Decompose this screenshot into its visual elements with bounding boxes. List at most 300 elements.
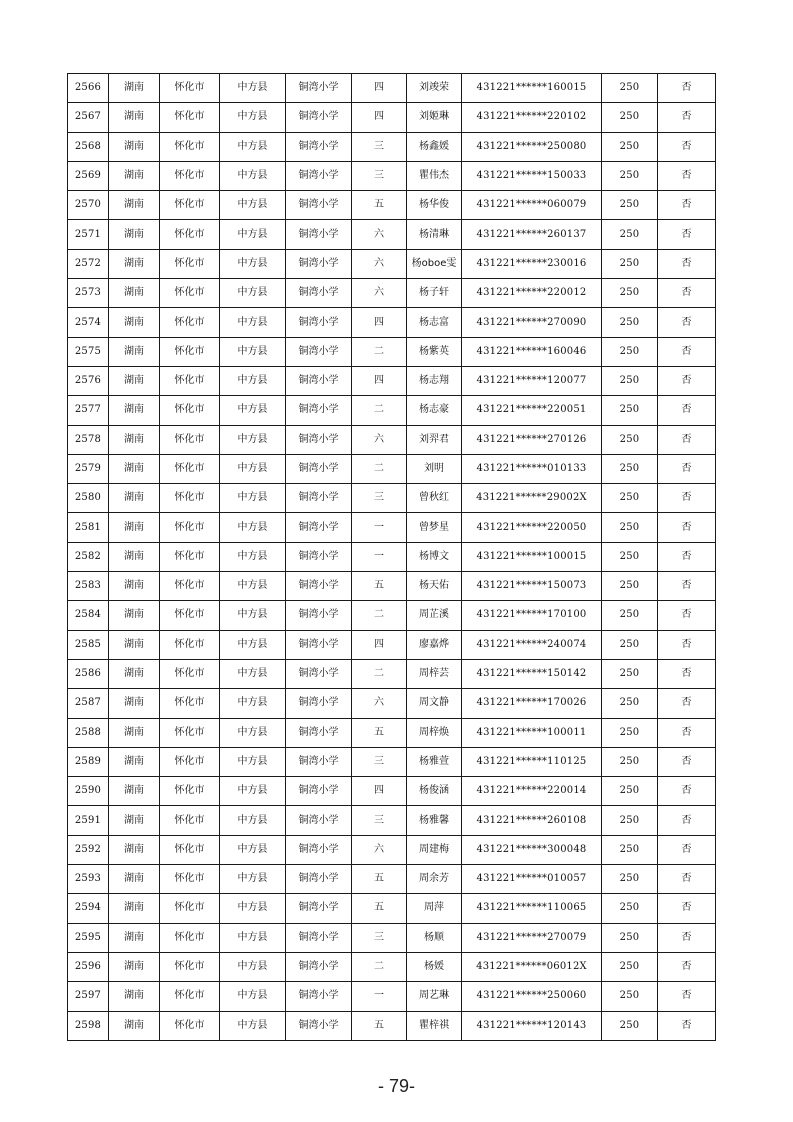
flag-cell: 否 — [658, 191, 716, 220]
city-cell: 怀化市 — [160, 220, 220, 249]
student-name-cell: 杨鑫媛 — [407, 132, 462, 161]
id-number-cell: 431221******250060 — [462, 982, 602, 1011]
student-name-cell: 瞿伟杰 — [407, 161, 462, 190]
amount-cell: 250 — [602, 337, 658, 366]
grade-cell: 三 — [352, 747, 407, 776]
student-name-cell: 杨雅馨 — [407, 806, 462, 835]
id-number-cell: 431221******220012 — [462, 279, 602, 308]
province-cell: 湖南 — [109, 454, 160, 483]
grade-cell: 三 — [352, 923, 407, 952]
grade-cell: 六 — [352, 249, 407, 278]
id-number-cell: 431221******100011 — [462, 718, 602, 747]
amount-cell: 250 — [602, 366, 658, 395]
flag-cell: 否 — [658, 865, 716, 894]
student-name-cell: 周萍 — [407, 894, 462, 923]
school-cell: 铜湾小学 — [286, 279, 352, 308]
province-cell: 湖南 — [109, 337, 160, 366]
table-row — [68, 865, 716, 894]
row-number-cell: 2569 — [68, 161, 109, 190]
school-cell: 铜湾小学 — [286, 308, 352, 337]
id-number-cell: 431221******150142 — [462, 659, 602, 688]
roster-table-body — [68, 74, 716, 1041]
table-row — [68, 220, 716, 249]
county-cell: 中方县 — [220, 513, 286, 542]
amount-cell: 250 — [602, 982, 658, 1011]
county-cell: 中方县 — [220, 659, 286, 688]
grade-cell: 三 — [352, 484, 407, 513]
id-number-cell: 431221******300048 — [462, 835, 602, 864]
amount-cell: 250 — [602, 161, 658, 190]
id-number-cell: 431221******110125 — [462, 747, 602, 776]
school-cell: 铜湾小学 — [286, 396, 352, 425]
grade-cell: 二 — [352, 454, 407, 483]
city-cell: 怀化市 — [160, 806, 220, 835]
city-cell: 怀化市 — [160, 747, 220, 776]
city-cell: 怀化市 — [160, 454, 220, 483]
province-cell: 湖南 — [109, 1011, 160, 1040]
county-cell: 中方县 — [220, 249, 286, 278]
school-cell: 铜湾小学 — [286, 572, 352, 601]
id-number-cell: 431221******230016 — [462, 249, 602, 278]
province-cell: 湖南 — [109, 396, 160, 425]
amount-cell: 250 — [602, 132, 658, 161]
table-row — [68, 659, 716, 688]
province-cell: 湖南 — [109, 308, 160, 337]
flag-cell: 否 — [658, 952, 716, 981]
flag-cell: 否 — [658, 220, 716, 249]
table-row — [68, 601, 716, 630]
county-cell: 中方县 — [220, 982, 286, 1011]
school-cell: 铜湾小学 — [286, 132, 352, 161]
row-number-cell: 2583 — [68, 572, 109, 601]
student-name-cell: 周芷溪 — [407, 601, 462, 630]
city-cell: 怀化市 — [160, 865, 220, 894]
grade-cell: 二 — [352, 952, 407, 981]
student-name-cell: 曾秋红 — [407, 484, 462, 513]
id-number-cell: 431221******220051 — [462, 396, 602, 425]
id-number-cell: 431221******260108 — [462, 806, 602, 835]
row-number-cell: 2597 — [68, 982, 109, 1011]
id-number-cell: 431221******240074 — [462, 630, 602, 659]
amount-cell: 250 — [602, 542, 658, 571]
row-number-cell: 2588 — [68, 718, 109, 747]
county-cell: 中方县 — [220, 132, 286, 161]
id-number-cell: 431221******060079 — [462, 191, 602, 220]
student-name-cell: 杨天佑 — [407, 572, 462, 601]
flag-cell: 否 — [658, 923, 716, 952]
table-row — [68, 630, 716, 659]
city-cell: 怀化市 — [160, 777, 220, 806]
flag-cell: 否 — [658, 601, 716, 630]
student-name-cell: 杨志富 — [407, 308, 462, 337]
id-number-cell: 431221******150073 — [462, 572, 602, 601]
table-row — [68, 249, 716, 278]
grade-cell: 六 — [352, 425, 407, 454]
table-row — [68, 396, 716, 425]
school-cell: 铜湾小学 — [286, 366, 352, 395]
id-number-cell: 431221******270079 — [462, 923, 602, 952]
province-cell: 湖南 — [109, 982, 160, 1011]
county-cell: 中方县 — [220, 191, 286, 220]
row-number-cell: 2581 — [68, 513, 109, 542]
flag-cell: 否 — [658, 982, 716, 1011]
row-number-cell: 2566 — [68, 74, 109, 103]
province-cell: 湖南 — [109, 279, 160, 308]
grade-cell: 六 — [352, 220, 407, 249]
school-cell: 铜湾小学 — [286, 191, 352, 220]
student-name-cell: 杨俊涵 — [407, 777, 462, 806]
table-row — [68, 689, 716, 718]
grade-cell: 四 — [352, 777, 407, 806]
student-name-cell: 曾梦星 — [407, 513, 462, 542]
amount-cell: 250 — [602, 191, 658, 220]
amount-cell: 250 — [602, 718, 658, 747]
amount-cell: 250 — [602, 747, 658, 776]
id-number-cell: 431221******270126 — [462, 425, 602, 454]
row-number-cell: 2598 — [68, 1011, 109, 1040]
row-number-cell: 2567 — [68, 103, 109, 132]
county-cell: 中方县 — [220, 103, 286, 132]
grade-cell: 二 — [352, 396, 407, 425]
table-row — [68, 572, 716, 601]
city-cell: 怀化市 — [160, 689, 220, 718]
id-number-cell: 431221******120077 — [462, 366, 602, 395]
amount-cell: 250 — [602, 103, 658, 132]
school-cell: 铜湾小学 — [286, 220, 352, 249]
county-cell: 中方县 — [220, 74, 286, 103]
province-cell: 湖南 — [109, 542, 160, 571]
student-name-cell: 杨华俊 — [407, 191, 462, 220]
province-cell: 湖南 — [109, 865, 160, 894]
flag-cell: 否 — [658, 894, 716, 923]
row-number-cell: 2582 — [68, 542, 109, 571]
table-row — [68, 777, 716, 806]
county-cell: 中方县 — [220, 425, 286, 454]
table-row — [68, 308, 716, 337]
school-cell: 铜湾小学 — [286, 74, 352, 103]
flag-cell: 否 — [658, 396, 716, 425]
amount-cell: 250 — [602, 425, 658, 454]
amount-cell: 250 — [602, 777, 658, 806]
city-cell: 怀化市 — [160, 337, 220, 366]
city-cell: 怀化市 — [160, 279, 220, 308]
school-cell: 铜湾小学 — [286, 425, 352, 454]
flag-cell: 否 — [658, 308, 716, 337]
grade-cell: 六 — [352, 835, 407, 864]
county-cell: 中方县 — [220, 542, 286, 571]
id-number-cell: 431221******110065 — [462, 894, 602, 923]
province-cell: 湖南 — [109, 220, 160, 249]
grade-cell: 五 — [352, 865, 407, 894]
grade-cell: 五 — [352, 894, 407, 923]
county-cell: 中方县 — [220, 865, 286, 894]
flag-cell: 否 — [658, 103, 716, 132]
province-cell: 湖南 — [109, 747, 160, 776]
row-number-cell: 2571 — [68, 220, 109, 249]
table-row — [68, 454, 716, 483]
student-name-cell: 周艺琳 — [407, 982, 462, 1011]
county-cell: 中方县 — [220, 747, 286, 776]
row-number-cell: 2595 — [68, 923, 109, 952]
amount-cell: 250 — [602, 689, 658, 718]
province-cell: 湖南 — [109, 835, 160, 864]
grade-cell: 四 — [352, 308, 407, 337]
city-cell: 怀化市 — [160, 542, 220, 571]
student-name-cell: 杨博文 — [407, 542, 462, 571]
flag-cell: 否 — [658, 718, 716, 747]
school-cell: 铜湾小学 — [286, 923, 352, 952]
table-row — [68, 718, 716, 747]
flag-cell: 否 — [658, 484, 716, 513]
row-number-cell: 2575 — [68, 337, 109, 366]
county-cell: 中方县 — [220, 601, 286, 630]
county-cell: 中方县 — [220, 308, 286, 337]
amount-cell: 250 — [602, 308, 658, 337]
province-cell: 湖南 — [109, 249, 160, 278]
grade-cell: 四 — [352, 366, 407, 395]
flag-cell: 否 — [658, 747, 716, 776]
county-cell: 中方县 — [220, 454, 286, 483]
school-cell: 铜湾小学 — [286, 835, 352, 864]
school-cell: 铜湾小学 — [286, 952, 352, 981]
grade-cell: 三 — [352, 161, 407, 190]
county-cell: 中方县 — [220, 572, 286, 601]
row-number-cell: 2572 — [68, 249, 109, 278]
row-number-cell: 2585 — [68, 630, 109, 659]
row-number-cell: 2584 — [68, 601, 109, 630]
id-number-cell: 431221******220102 — [462, 103, 602, 132]
county-cell: 中方县 — [220, 337, 286, 366]
student-name-cell: 周梓焕 — [407, 718, 462, 747]
county-cell: 中方县 — [220, 366, 286, 395]
county-cell: 中方县 — [220, 923, 286, 952]
student-name-cell: 周建梅 — [407, 835, 462, 864]
row-number-cell: 2587 — [68, 689, 109, 718]
amount-cell: 250 — [602, 952, 658, 981]
flag-cell: 否 — [658, 132, 716, 161]
province-cell: 湖南 — [109, 191, 160, 220]
id-number-cell: 431221******06012X — [462, 952, 602, 981]
city-cell: 怀化市 — [160, 308, 220, 337]
row-number-cell: 2576 — [68, 366, 109, 395]
row-number-cell: 2591 — [68, 806, 109, 835]
county-cell: 中方县 — [220, 835, 286, 864]
table-row — [68, 1011, 716, 1040]
table-row — [68, 74, 716, 103]
student-name-cell: 周梓芸 — [407, 659, 462, 688]
grade-cell: 六 — [352, 689, 407, 718]
province-cell: 湖南 — [109, 806, 160, 835]
school-cell: 铜湾小学 — [286, 542, 352, 571]
grade-cell: 三 — [352, 806, 407, 835]
student-name-cell: 廖嘉烨 — [407, 630, 462, 659]
grade-cell: 一 — [352, 542, 407, 571]
student-name-cell: 杨oboe雯 — [407, 249, 462, 278]
student-name-cell: 杨紫英 — [407, 337, 462, 366]
grade-cell: 四 — [352, 74, 407, 103]
province-cell: 湖南 — [109, 74, 160, 103]
county-cell: 中方县 — [220, 161, 286, 190]
table-row — [68, 835, 716, 864]
student-name-cell: 刘羿君 — [407, 425, 462, 454]
flag-cell: 否 — [658, 161, 716, 190]
amount-cell: 250 — [602, 513, 658, 542]
amount-cell: 250 — [602, 220, 658, 249]
flag-cell: 否 — [658, 689, 716, 718]
amount-cell: 250 — [602, 601, 658, 630]
amount-cell: 250 — [602, 923, 658, 952]
flag-cell: 否 — [658, 630, 716, 659]
grade-cell: 一 — [352, 513, 407, 542]
flag-cell: 否 — [658, 777, 716, 806]
grade-cell: 五 — [352, 718, 407, 747]
id-number-cell: 431221******160046 — [462, 337, 602, 366]
row-number-cell: 2573 — [68, 279, 109, 308]
student-name-cell: 杨雅萱 — [407, 747, 462, 776]
table-row — [68, 161, 716, 190]
flag-cell: 否 — [658, 806, 716, 835]
table-row — [68, 132, 716, 161]
amount-cell: 250 — [602, 454, 658, 483]
flag-cell: 否 — [658, 279, 716, 308]
county-cell: 中方县 — [220, 894, 286, 923]
city-cell: 怀化市 — [160, 513, 220, 542]
province-cell: 湖南 — [109, 484, 160, 513]
flag-cell: 否 — [658, 366, 716, 395]
school-cell: 铜湾小学 — [286, 982, 352, 1011]
id-number-cell: 431221******100015 — [462, 542, 602, 571]
province-cell: 湖南 — [109, 777, 160, 806]
county-cell: 中方县 — [220, 396, 286, 425]
table-row — [68, 923, 716, 952]
province-cell: 湖南 — [109, 923, 160, 952]
student-name-cell: 杨顺 — [407, 923, 462, 952]
flag-cell: 否 — [658, 542, 716, 571]
city-cell: 怀化市 — [160, 484, 220, 513]
city-cell: 怀化市 — [160, 659, 220, 688]
county-cell: 中方县 — [220, 718, 286, 747]
amount-cell: 250 — [602, 630, 658, 659]
table-row — [68, 279, 716, 308]
table-row — [68, 425, 716, 454]
flag-cell: 否 — [658, 337, 716, 366]
table-row — [68, 542, 716, 571]
grade-cell: 二 — [352, 337, 407, 366]
city-cell: 怀化市 — [160, 74, 220, 103]
school-cell: 铜湾小学 — [286, 806, 352, 835]
province-cell: 湖南 — [109, 894, 160, 923]
student-name-cell: 刘竣荣 — [407, 74, 462, 103]
school-cell: 铜湾小学 — [286, 484, 352, 513]
table-row — [68, 806, 716, 835]
row-number-cell: 2580 — [68, 484, 109, 513]
school-cell: 铜湾小学 — [286, 513, 352, 542]
table-row — [68, 952, 716, 981]
amount-cell: 250 — [602, 279, 658, 308]
province-cell: 湖南 — [109, 572, 160, 601]
id-number-cell: 431221******170026 — [462, 689, 602, 718]
school-cell: 铜湾小学 — [286, 894, 352, 923]
student-name-cell: 杨媛 — [407, 952, 462, 981]
id-number-cell: 431221******220050 — [462, 513, 602, 542]
row-number-cell: 2577 — [68, 396, 109, 425]
table-row — [68, 982, 716, 1011]
id-number-cell: 431221******270090 — [462, 308, 602, 337]
school-cell: 铜湾小学 — [286, 777, 352, 806]
city-cell: 怀化市 — [160, 366, 220, 395]
amount-cell: 250 — [602, 74, 658, 103]
city-cell: 怀化市 — [160, 1011, 220, 1040]
flag-cell: 否 — [658, 1011, 716, 1040]
student-name-cell: 周余芳 — [407, 865, 462, 894]
city-cell: 怀化市 — [160, 982, 220, 1011]
county-cell: 中方县 — [220, 806, 286, 835]
amount-cell: 250 — [602, 572, 658, 601]
school-cell: 铜湾小学 — [286, 630, 352, 659]
county-cell: 中方县 — [220, 279, 286, 308]
row-number-cell: 2568 — [68, 132, 109, 161]
city-cell: 怀化市 — [160, 894, 220, 923]
table-row — [68, 337, 716, 366]
row-number-cell: 2578 — [68, 425, 109, 454]
student-name-cell: 杨清琳 — [407, 220, 462, 249]
grade-cell: 二 — [352, 659, 407, 688]
id-number-cell: 431221******220014 — [462, 777, 602, 806]
flag-cell: 否 — [658, 425, 716, 454]
student-name-cell: 杨子轩 — [407, 279, 462, 308]
row-number-cell: 2586 — [68, 659, 109, 688]
amount-cell: 250 — [602, 1011, 658, 1040]
city-cell: 怀化市 — [160, 396, 220, 425]
province-cell: 湖南 — [109, 630, 160, 659]
province-cell: 湖南 — [109, 601, 160, 630]
student-name-cell: 瞿梓祺 — [407, 1011, 462, 1040]
city-cell: 怀化市 — [160, 249, 220, 278]
row-number-cell: 2594 — [68, 894, 109, 923]
city-cell: 怀化市 — [160, 572, 220, 601]
flag-cell: 否 — [658, 659, 716, 688]
province-cell: 湖南 — [109, 659, 160, 688]
flag-cell: 否 — [658, 835, 716, 864]
table-row — [68, 747, 716, 776]
city-cell: 怀化市 — [160, 952, 220, 981]
student-name-cell: 杨志翔 — [407, 366, 462, 395]
school-cell: 铜湾小学 — [286, 718, 352, 747]
county-cell: 中方县 — [220, 220, 286, 249]
city-cell: 怀化市 — [160, 103, 220, 132]
table-row — [68, 894, 716, 923]
id-number-cell: 431221******150033 — [462, 161, 602, 190]
county-cell: 中方县 — [220, 484, 286, 513]
table-row — [68, 191, 716, 220]
flag-cell: 否 — [658, 454, 716, 483]
flag-cell: 否 — [658, 249, 716, 278]
province-cell: 湖南 — [109, 952, 160, 981]
flag-cell: 否 — [658, 513, 716, 542]
id-number-cell: 431221******260137 — [462, 220, 602, 249]
city-cell: 怀化市 — [160, 132, 220, 161]
province-cell: 湖南 — [109, 132, 160, 161]
id-number-cell: 431221******170100 — [462, 601, 602, 630]
province-cell: 湖南 — [109, 718, 160, 747]
amount-cell: 250 — [602, 659, 658, 688]
flag-cell: 否 — [658, 74, 716, 103]
grade-cell: 五 — [352, 1011, 407, 1040]
amount-cell: 250 — [602, 249, 658, 278]
school-cell: 铜湾小学 — [286, 659, 352, 688]
row-number-cell: 2574 — [68, 308, 109, 337]
flag-cell: 否 — [658, 572, 716, 601]
